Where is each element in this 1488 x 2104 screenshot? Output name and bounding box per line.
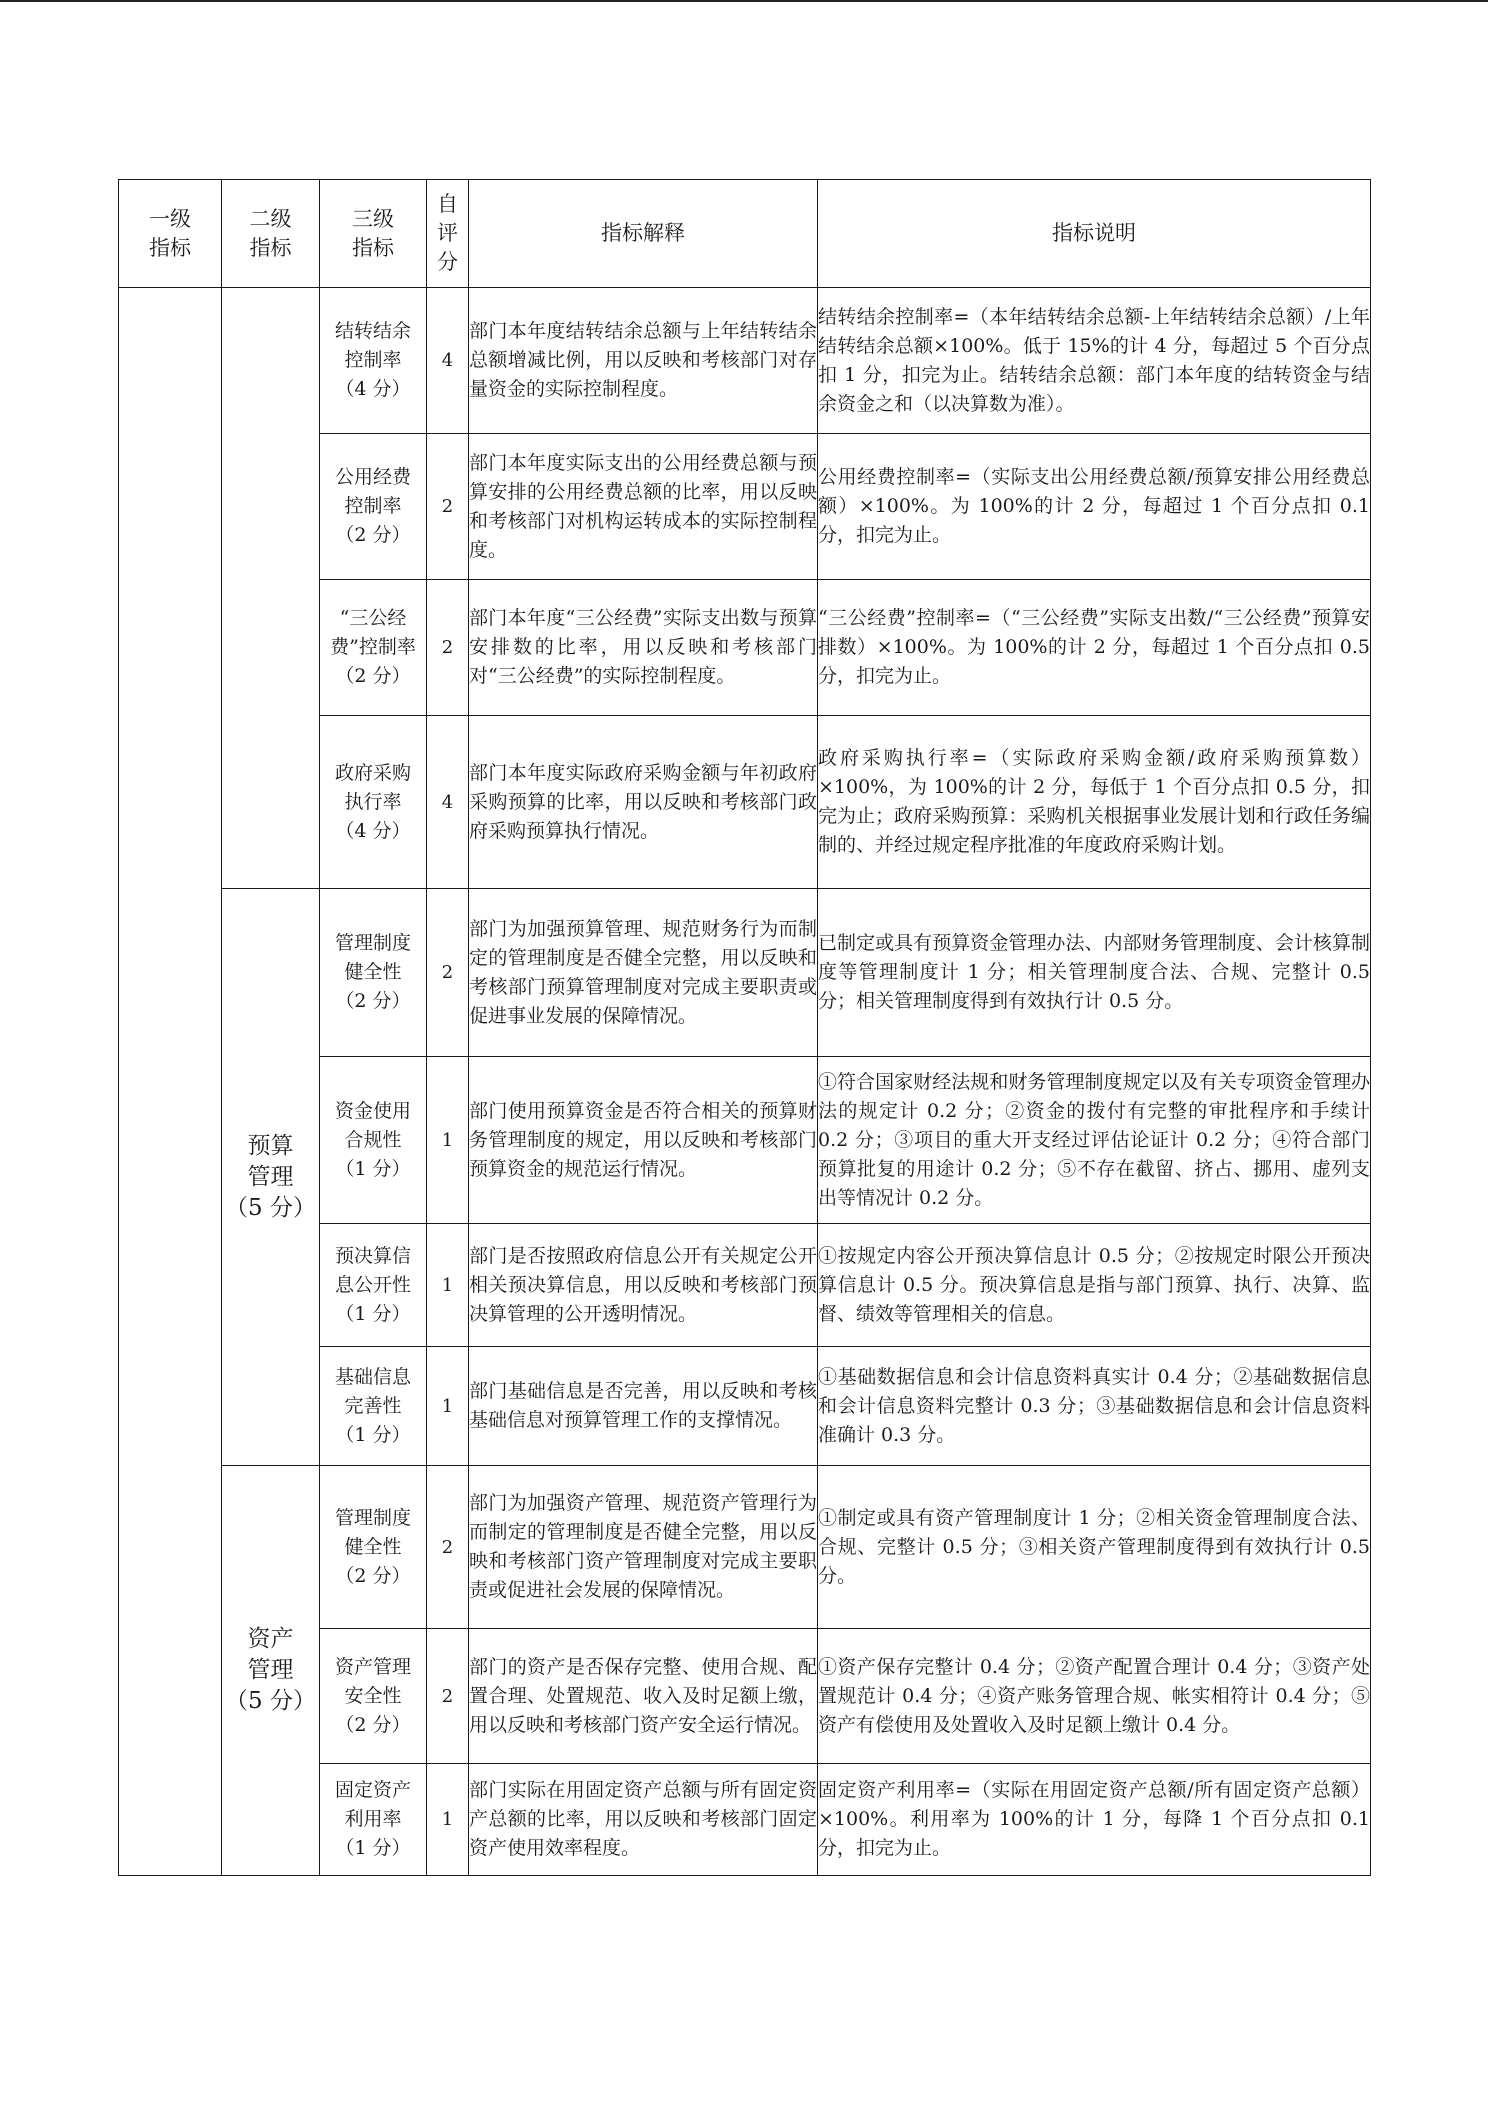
indicator-description: ①基础数据信息和会计信息资料真实计 0.4 分；②基础数据信息和会计信息资料完整计 0.3 分；③基础数据信息和会计信息资料准确计 0.3 分。 [818, 1347, 1371, 1466]
indicator-explanation: 部门的资产是否保存完整、使用合规、配置合理、处置规范、收入及时足额上缴，用以反映和考核部门资产安全运行情况。 [469, 1629, 818, 1764]
page-top-border [0, 0, 1488, 2]
indicator-score: 2 [427, 889, 469, 1057]
indicator-name: 预决算信 息公开性 （1 分） [320, 1224, 427, 1347]
indicator-score: 1 [427, 1224, 469, 1347]
indicator-description: ①符合国家财经法规和财务管理制度规定以及有关专项资金管理办法的规定计 0.2 分；②资金的拨付有完整的审批程序和手续计 0.2 分；③项目的重大开支经过评估论证计 0.2 分；④符合部门预算批复的用途计 0.2 分；⑤不存在截留、挤占、挪用、虚列支出等情况计 0.2 分。 [818, 1057, 1371, 1224]
indicator-explanation: 部门是否按照政府信息公开有关规定公开相关预决算信息，用以反映和考核部门预决算管理的公开透明情况。 [469, 1224, 818, 1347]
level1-cell-empty [119, 288, 222, 1876]
indicator-name: 固定资产 利用率 （1 分） [320, 1764, 427, 1876]
indicator-name: 资产管理 安全性 （2 分） [320, 1629, 427, 1764]
indicator-description: 结转结余控制率=（本年结转结余总额-上年结转结余总额）/上年结转结余总额×100%。低于 15%的计 4 分，每超过 5 个百分点扣 1 分，扣完为止。结转结余总额：部门本年度的结转资金与结余资金之和（以决算数为准）。 [818, 288, 1371, 434]
indicator-score: 4 [427, 716, 469, 889]
indicator-score: 2 [427, 1466, 469, 1629]
indicator-explanation: 部门本年度“三公经费”实际支出数与预算安排数的比率，用以反映和考核部门对“三公经费”的实际控制程度。 [469, 580, 818, 716]
indicator-explanation: 部门基础信息是否完善，用以反映和考核基础信息对预算管理工作的支撑情况。 [469, 1347, 818, 1466]
indicator-name: 基础信息 完善性 （1 分） [320, 1347, 427, 1466]
header-level1: 一级 指标 [119, 180, 222, 288]
indicator-description: 固定资产利用率=（实际在用固定资产总额/所有固定资产总额）×100%。利用率为 100%的计 1 分，每降 1 个百分点扣 0.1 分，扣完为止。 [818, 1764, 1371, 1876]
header-description: 指标说明 [818, 180, 1371, 288]
level2-budget-management: 预算 管理 （5 分） [222, 889, 320, 1466]
indicator-explanation: 部门为加强预算管理、规范财务行为而制定的管理制度是否健全完整，用以反映和考核部门预算管理制度对完成主要职责或促进事业发展的保障情况。 [469, 889, 818, 1057]
indicator-explanation: 部门实际在用固定资产总额与所有固定资产总额的比率，用以反映和考核部门固定资产使用效率程度。 [469, 1764, 818, 1876]
header-score: 自 评 分 [427, 180, 469, 288]
indicator-score: 2 [427, 580, 469, 716]
table-header-row [119, 180, 1371, 288]
indicator-name: 管理制度 健全性 （2 分） [320, 889, 427, 1057]
evaluation-index-table [118, 179, 1371, 1876]
indicator-name: 资金使用 合规性 （1 分） [320, 1057, 427, 1224]
indicator-description: ①资产保存完整计 0.4 分；②资产配置合理计 0.4 分；③资产处置规范计 0.4 分；④资产账务管理合规、帐实相符计 0.4 分；⑤资产有偿使用及处置收入及时足额上缴计 0.4 分。 [818, 1629, 1371, 1764]
indicator-description: 政府采购执行率=（实际政府采购金额/政府采购预算数）×100%，为 100%的计 2 分，每低于 1 个百分点扣 0.5 分，扣完为止；政府采购预算：采购机关根据事业发展计划和行政任务编制的、并经过规定程序批准的年度政府采购计划。 [818, 716, 1371, 889]
table-row [119, 889, 1371, 1057]
indicator-score: 2 [427, 434, 469, 580]
indicator-name: “三公经 费”控制率 （2 分） [320, 580, 427, 716]
indicator-score: 1 [427, 1057, 469, 1224]
indicator-explanation: 部门使用预算资金是否符合相关的预算财务管理制度的规定，用以反映和考核部门预算资金的规范运行情况。 [469, 1057, 818, 1224]
indicator-name: 公用经费 控制率 （2 分） [320, 434, 427, 580]
indicator-description: ①制定或具有资产管理制度计 1 分；②相关资金管理制度合法、合规、完整计 0.5 分；③相关资产管理制度得到有效执行计 0.5 分。 [818, 1466, 1371, 1629]
indicator-explanation: 部门本年度实际政府采购金额与年初政府采购预算的比率，用以反映和考核部门政府采购预算执行情况。 [469, 716, 818, 889]
table-row [119, 1466, 1371, 1629]
indicator-score: 1 [427, 1347, 469, 1466]
indicator-score: 4 [427, 288, 469, 434]
indicator-description: ①按规定内容公开预决算信息计 0.5 分；②按规定时限公开预决算信息计 0.5 分。预决算信息是指与部门预算、执行、决算、监督、绩效等管理相关的信息。 [818, 1224, 1371, 1347]
indicator-explanation: 部门本年度结转结余总额与上年结转结余总额增减比例，用以反映和考核部门对存量资金的实际控制程度。 [469, 288, 818, 434]
level2-cell-empty [222, 288, 320, 889]
indicator-description: “三公经费”控制率=（“三公经费”实际支出数/“三公经费”预算安排数）×100%。为 100%的计 2 分，每超过 1 个百分点扣 0.5 分，扣完为止。 [818, 580, 1371, 716]
indicator-name: 结转结余 控制率 （4 分） [320, 288, 427, 434]
table-row [119, 288, 1371, 434]
header-level3: 三级 指标 [320, 180, 427, 288]
indicator-score: 2 [427, 1629, 469, 1764]
indicator-name: 政府采购 执行率 （4 分） [320, 716, 427, 889]
indicator-score: 1 [427, 1764, 469, 1876]
indicator-description: 已制定或具有预算资金管理办法、内部财务管理制度、会计核算制度等管理制度计 1 分；相关管理制度合法、合规、完整计 0.5 分；相关管理制度得到有效执行计 0.5 分。 [818, 889, 1371, 1057]
indicator-explanation: 部门为加强资产管理、规范资产管理行为而制定的管理制度是否健全完整，用以反映和考核部门资产管理制度对完成主要职责或促进社会发展的保障情况。 [469, 1466, 818, 1629]
indicator-explanation: 部门本年度实际支出的公用经费总额与预算安排的公用经费总额的比率，用以反映和考核部门对机构运转成本的实际控制程度。 [469, 434, 818, 580]
level2-asset-management: 资产 管理 （5 分） [222, 1466, 320, 1876]
indicator-name: 管理制度 健全性 （2 分） [320, 1466, 427, 1629]
indicator-description: 公用经费控制率=（实际支出公用经费总额/预算安排公用经费总额）×100%。为 100%的计 2 分，每超过 1 个百分点扣 0.1 分，扣完为止。 [818, 434, 1371, 580]
header-level2: 二级 指标 [222, 180, 320, 288]
header-explanation: 指标解释 [469, 180, 818, 288]
